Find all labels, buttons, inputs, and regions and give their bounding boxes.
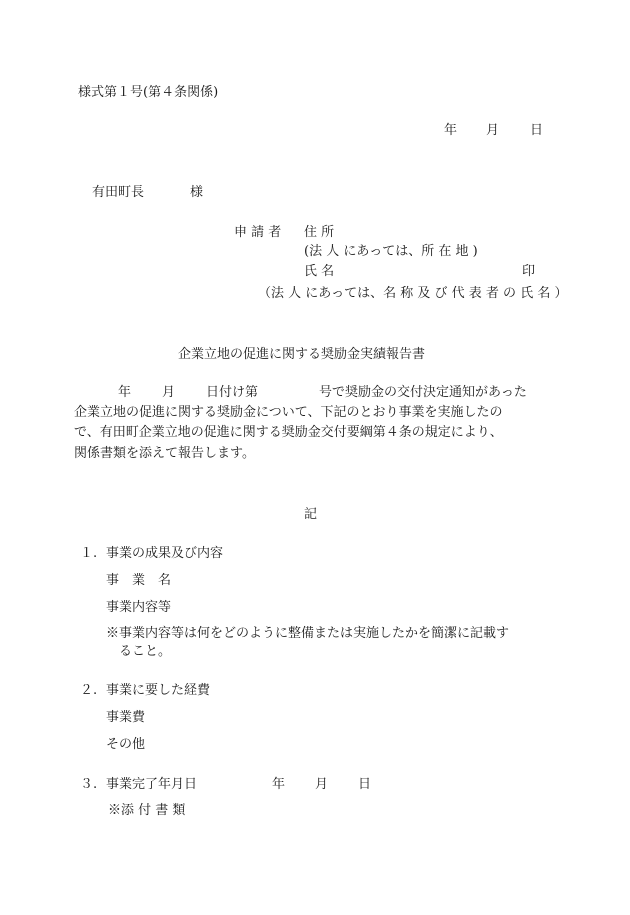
body-line-3: で、有田町企業立地の促進に関する奨励金交付要綱第４条の規定により、 [74,425,503,440]
document-title: 企業立地の促進に関する奨励金実績報告書 [178,347,426,362]
section-2-item-other: その他 [106,737,146,752]
name-note: （法 人 にあっては、名 称 及 び 代 表 者 の 氏 名 ） [258,286,568,301]
section-2-heading: 事業に要した経費 [106,683,211,698]
section-3-heading: 事業完了年月日 [106,777,198,792]
attachments-label: ※添 付 書 類 [108,803,186,818]
section-1-item-content: 事業内容等 [106,600,172,615]
addressee-name: 有田町長 [92,185,145,200]
section-3-month: 月 [315,777,329,792]
seal-mark: 印 [522,264,536,279]
address-label: 住 所 [304,225,335,240]
date-day-label: 日 [530,123,544,138]
section-3-number: ３. [80,777,98,792]
name-label: 氏 名 [304,264,335,279]
section-1-note-line1: ※事業内容等は何をどのように整備または実施したかを簡潔に記載す [106,626,510,641]
body-line1-rest: 号で奨励金の交付決定通知があった [319,385,527,400]
section-1-note-line2: ること。 [119,644,172,659]
addressee-honorific: 様 [190,185,204,200]
body-line-4: 関係書類を添えて報告します。 [74,446,255,461]
section-3-year: 年 [272,777,286,792]
body-year: 年 [118,385,132,400]
ki-heading: 記 [304,507,318,522]
address-note: (法 人 にあっては、所 在 地 ) [304,244,478,259]
section-1-item-name: 事 業 名 [106,573,172,588]
date-year-label: 年 [444,123,458,138]
date-month-label: 月 [486,123,500,138]
form-number: 様式第１号(第４条関係) [78,85,219,100]
section-3-day: 日 [358,777,372,792]
applicant-label: 申 請 者 [234,225,282,240]
body-month: 月 [162,385,176,400]
section-1-number: １. [80,546,98,561]
section-2-number: ２. [80,683,98,698]
section-2-item-cost: 事業費 [106,710,146,725]
section-1-heading: 事業の成果及び内容 [106,546,224,561]
body-line-2: 企業立地の促進に関する奨励金について、下記のとおり事業を実施したの [74,405,503,420]
body-dated: 日付け第 [206,385,259,400]
